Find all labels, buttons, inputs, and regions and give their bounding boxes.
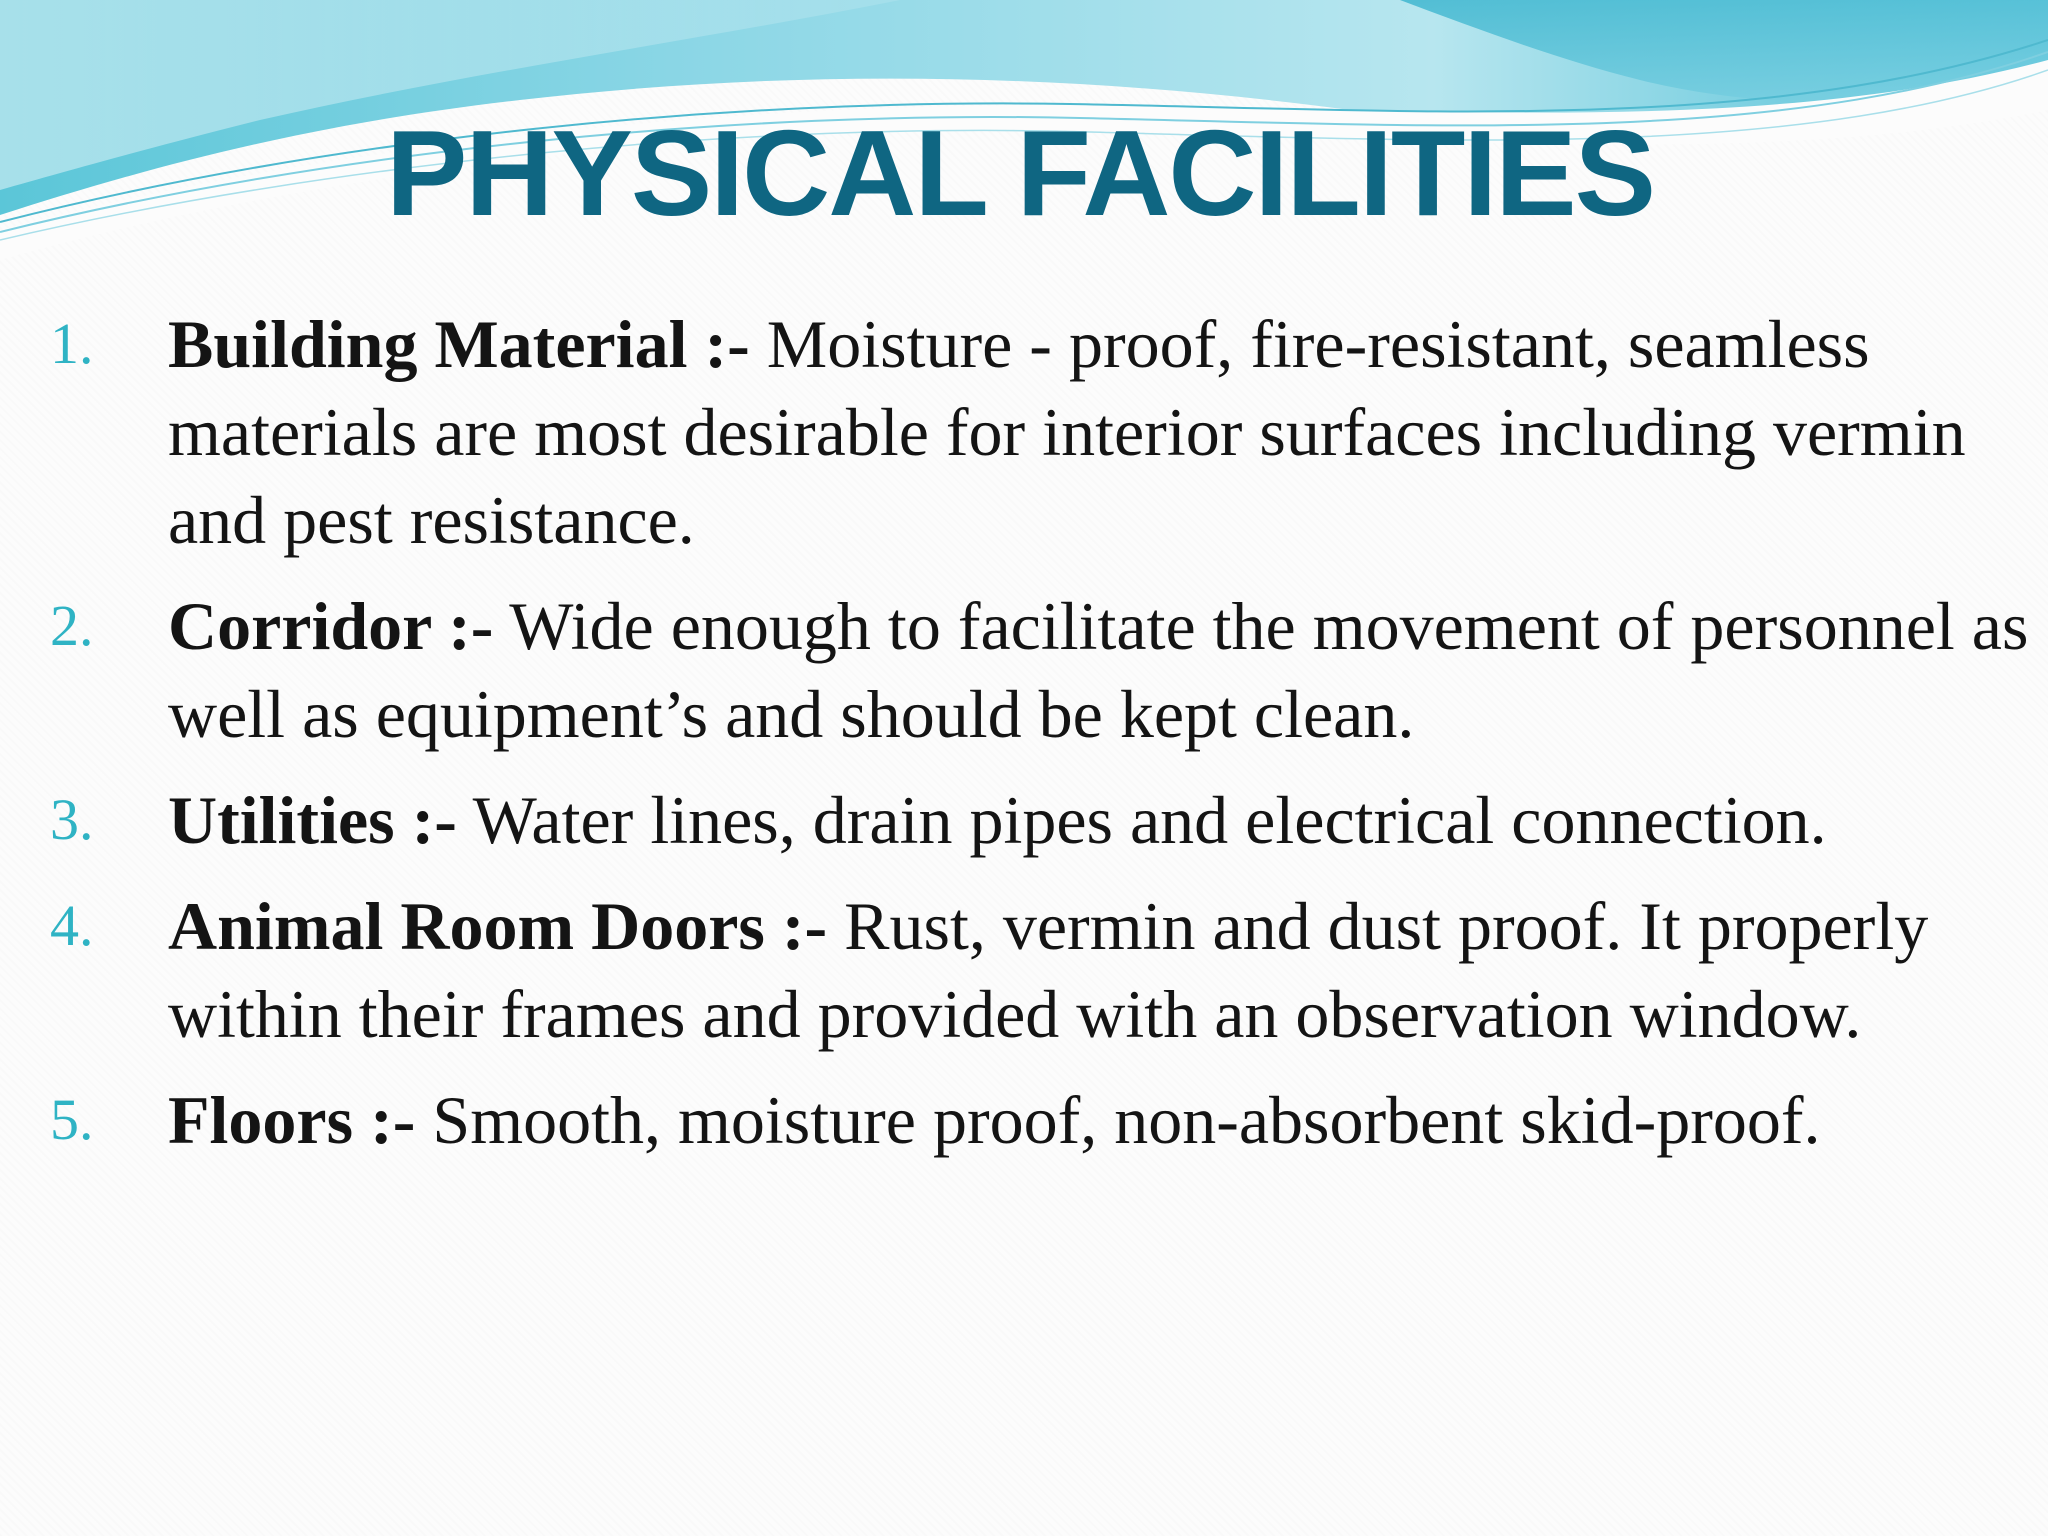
- list-number: 4.: [50, 893, 94, 958]
- list-item-animal-room-doors: [50, 882, 2030, 1058]
- list-term: Corridor :-: [168, 588, 494, 664]
- slide-title-text: PHYSICAL FACILITIES: [385, 105, 1655, 241]
- list-item-corridor: [50, 582, 2030, 758]
- list-description: Moisture - proof, fire-resistant, seamless materials are most desirable for interior surfaces including vermin and pest resistance.: [168, 306, 1966, 558]
- list-description: Wide enough to facilitate the movement of personnel as well as equipment’s and should be kept clean.: [168, 588, 2029, 752]
- list-term: Utilities :-: [168, 782, 457, 858]
- list-number: 2.: [50, 593, 94, 658]
- list-description: Smooth, moisture proof, non-absorbent skid-proof.: [415, 1082, 1821, 1158]
- list-term: Building Material :-: [168, 306, 750, 382]
- list-description: Rust, vermin and dust proof. It properly within their frames and provided with an observation window.: [168, 888, 1929, 1052]
- list-number: 5.: [50, 1087, 94, 1152]
- list-number: 1.: [50, 311, 94, 376]
- list-term: Floors :-: [168, 1082, 416, 1158]
- list-number: 3.: [50, 787, 94, 852]
- list-description: Water lines, drain pipes and electrical connection.: [456, 782, 1827, 858]
- list-item-floors: [50, 1076, 2030, 1164]
- list-item-utilities: [50, 776, 2030, 864]
- facilities-list: [50, 300, 2030, 1182]
- slide-title: [0, 105, 2048, 241]
- list-item-building-material: [50, 300, 2030, 564]
- list-term: Animal Room Doors :-: [168, 888, 828, 964]
